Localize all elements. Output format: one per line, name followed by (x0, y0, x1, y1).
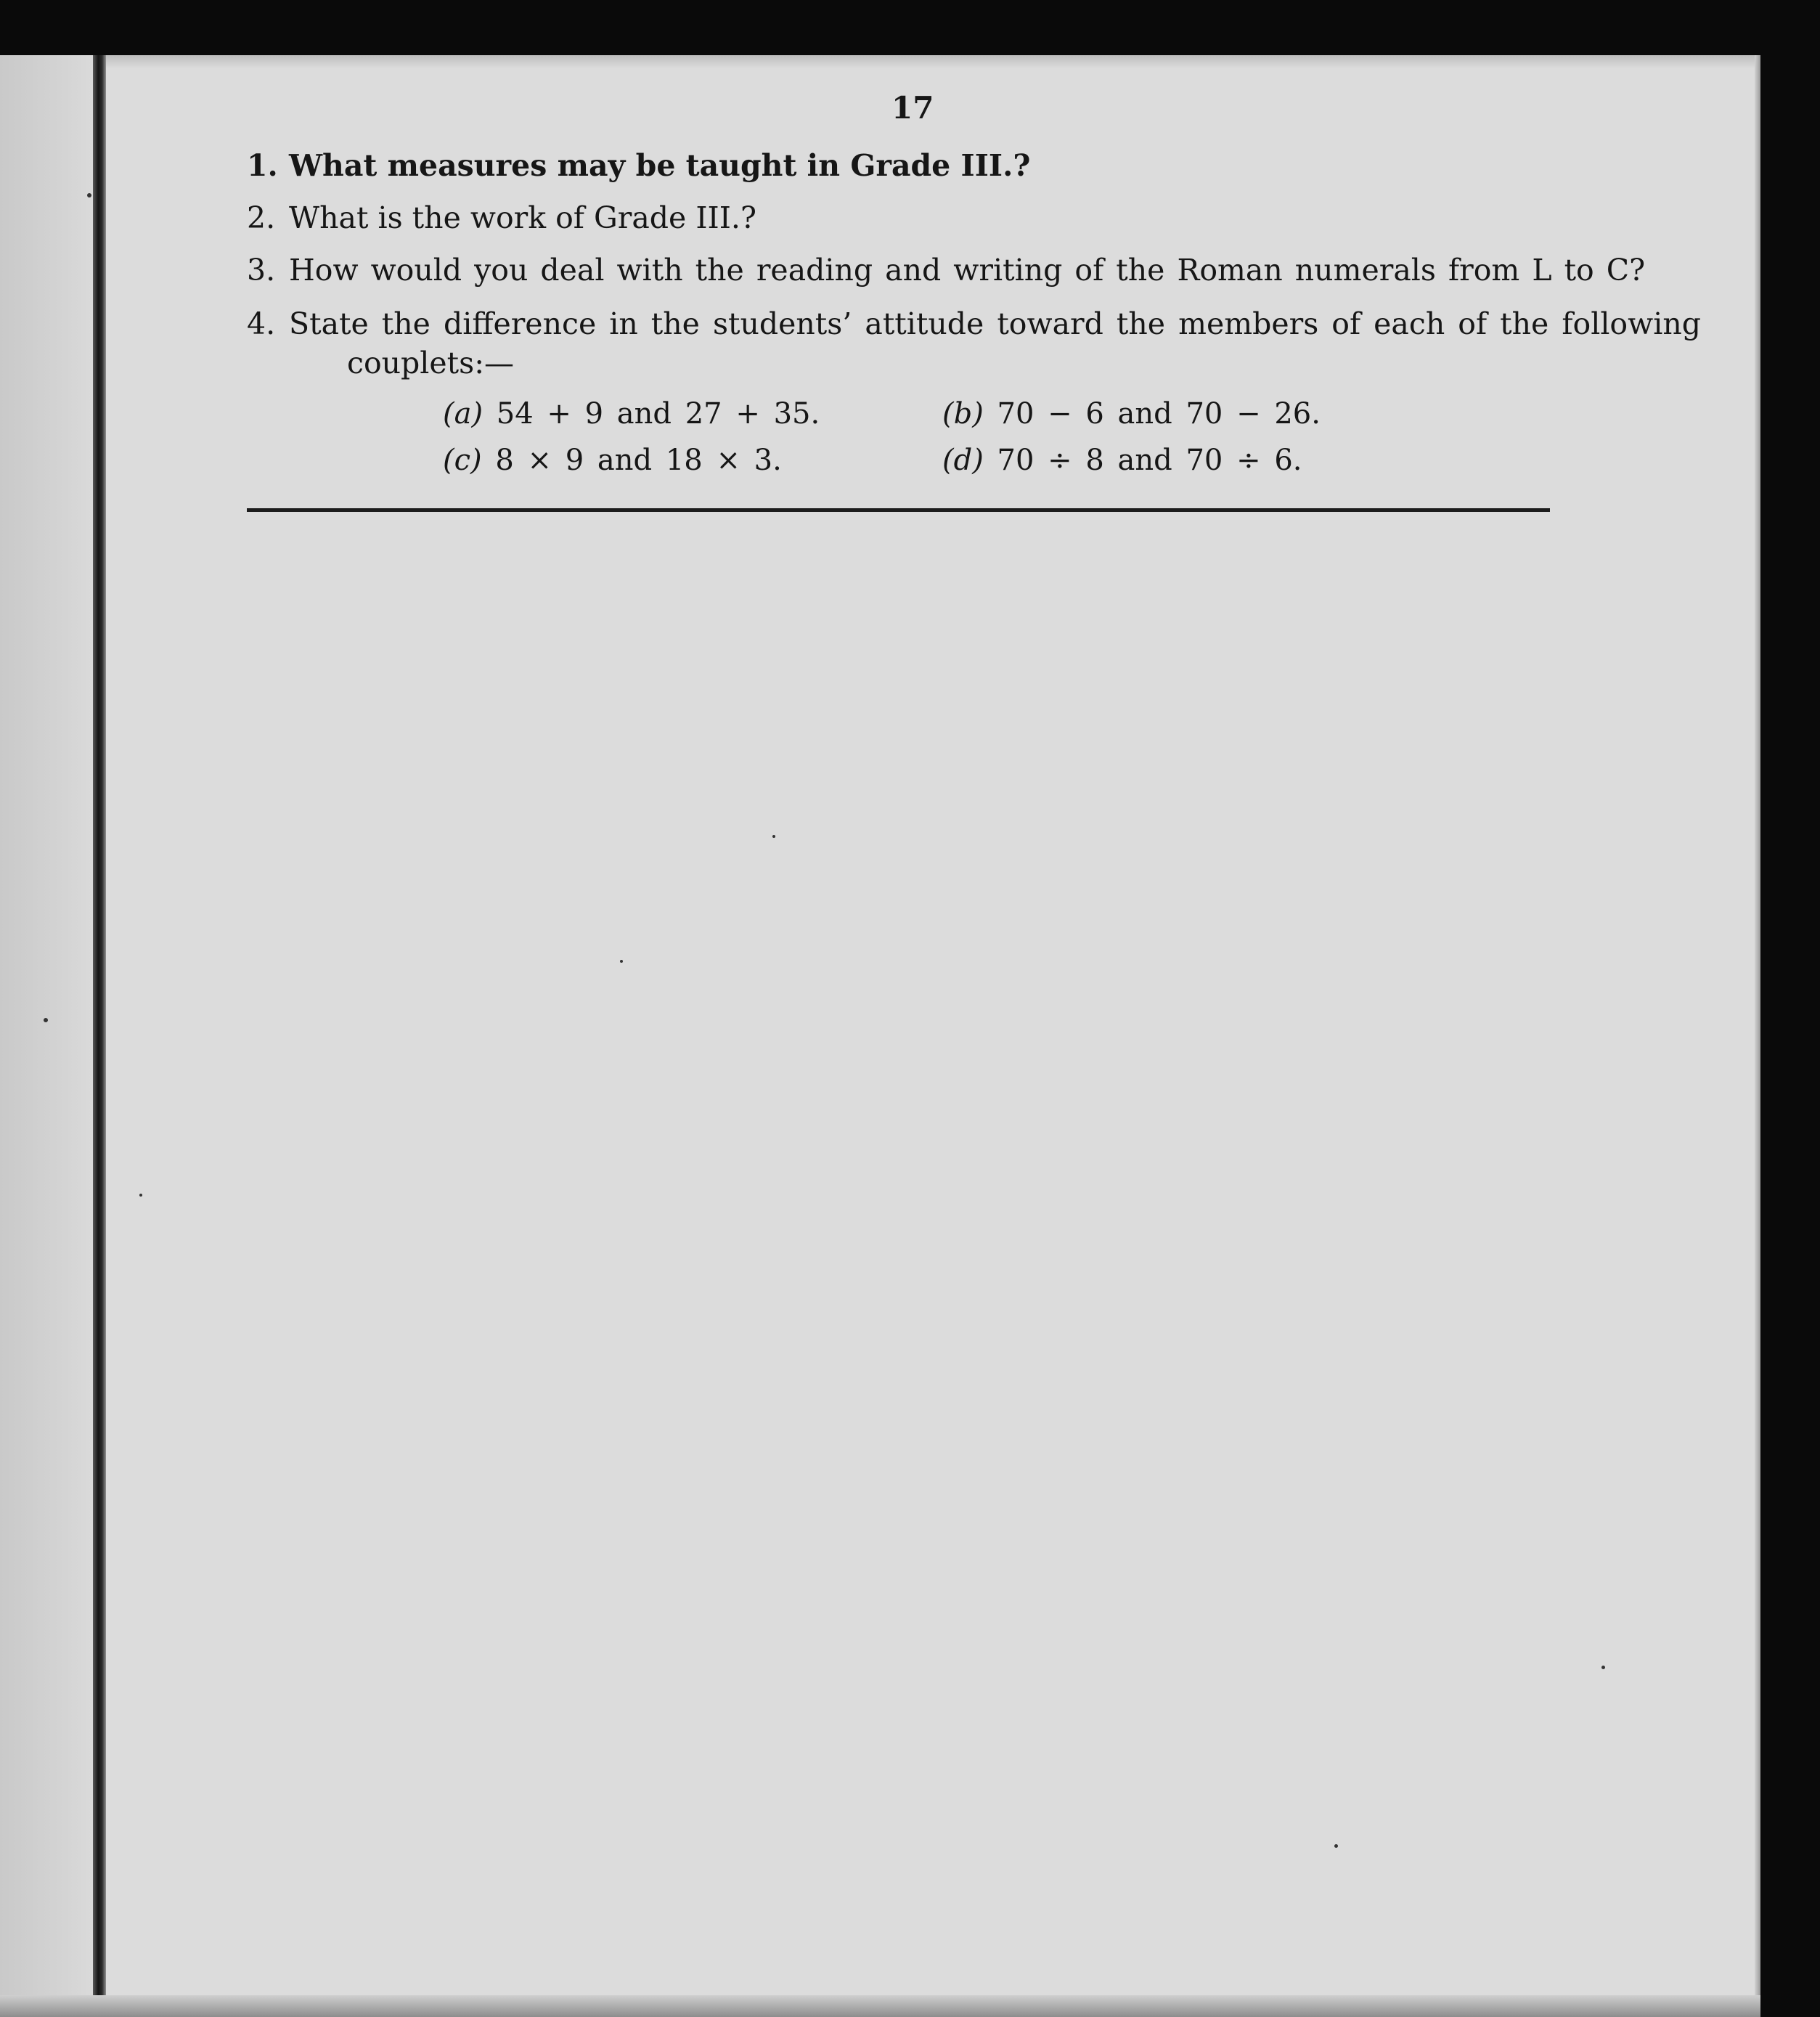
couplet-b (942, 397, 1321, 431)
couplet-label: (a) (443, 397, 483, 431)
page-top-edge (0, 55, 1760, 68)
couplet-expression: 70 ÷ 8 and 70 ÷ 6. (997, 444, 1302, 477)
couplet-expression: 70 − 6 and 70 − 26. (997, 397, 1321, 431)
question-text: State the difference in the students’ attitude toward the members of each of the following (289, 306, 1701, 341)
couplet-label: (b) (942, 397, 984, 431)
question-text: What is the work of Grade III.? (289, 200, 756, 235)
scan-speck (772, 835, 775, 838)
question-3 (247, 253, 1646, 288)
question-4-continuation: couplets:— (347, 346, 515, 380)
couplet-c (443, 446, 782, 475)
binding-margin (0, 55, 93, 2017)
page-number: 17 (891, 90, 934, 126)
scan-speck (87, 193, 91, 197)
question-1 (247, 148, 1031, 183)
question-2 (247, 200, 756, 235)
question-4 (247, 306, 1701, 341)
couplet-d (942, 446, 1302, 475)
scan-speck (139, 1194, 142, 1197)
scanned-page (0, 55, 1760, 2017)
scan-speck (1601, 1666, 1605, 1669)
question-number: 4. (247, 306, 276, 341)
scan-speck (1334, 1844, 1338, 1848)
question-text: How would you deal with the reading and writing of the Roman numerals from L to C? (289, 253, 1646, 288)
question-text: What measures may be taught in Grade III.? (289, 148, 1031, 183)
section-divider (247, 508, 1550, 512)
question-number: 2. (247, 200, 276, 235)
page-bottom-edge (0, 1995, 1760, 2017)
question-number: 1. (247, 148, 278, 183)
scan-speck (620, 960, 623, 963)
scan-speck (44, 1018, 48, 1022)
couplet-expression: 54 + 9 and 27 + 35. (496, 397, 820, 431)
couplet-label: (d) (942, 444, 984, 477)
question-number: 3. (247, 253, 276, 288)
page-right-edge (1755, 55, 1760, 2017)
couplet-expression: 8 × 9 and 18 × 3. (495, 444, 782, 477)
couplet-label: (c) (443, 444, 482, 477)
binding-edge (93, 55, 106, 2017)
couplet-a (443, 397, 820, 431)
